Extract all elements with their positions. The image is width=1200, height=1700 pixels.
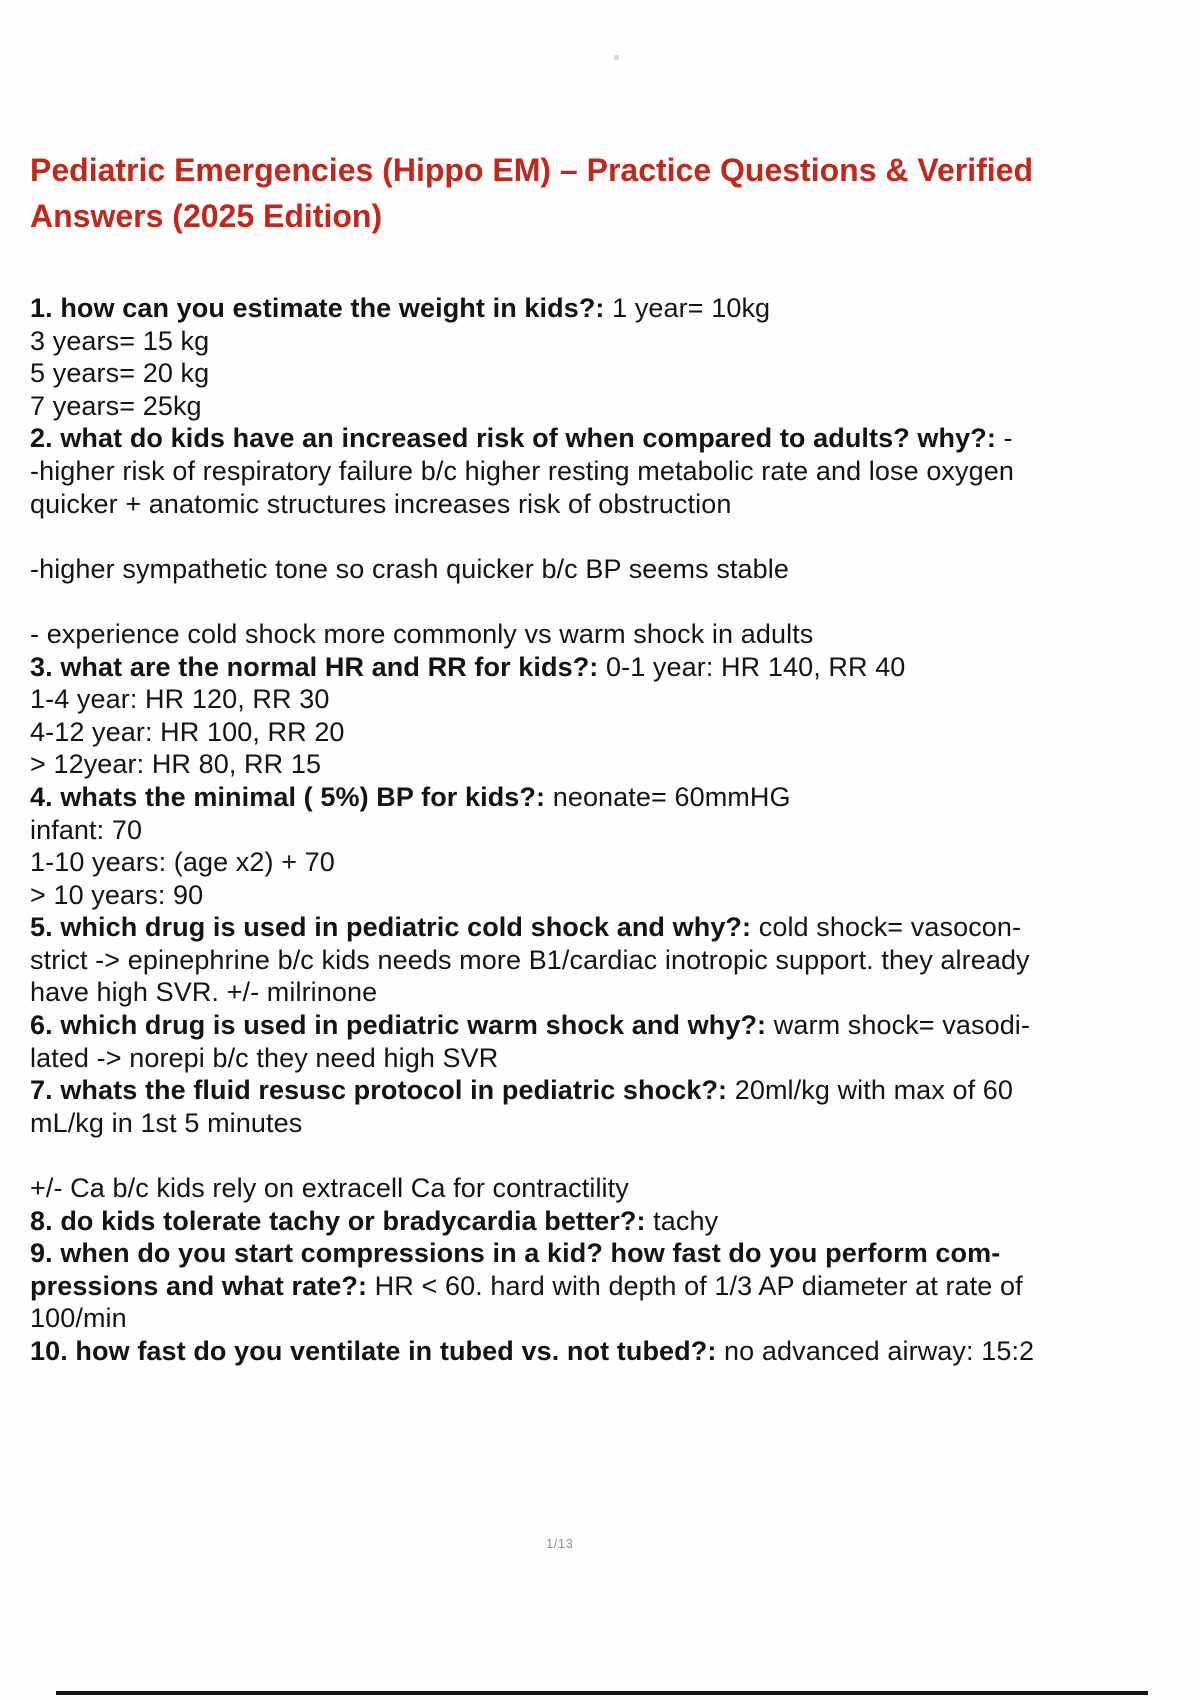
answer-text: 100/min bbox=[30, 1303, 127, 1334]
question-stem: 8. do kids tolerate tachy or bradycardia better?: bbox=[30, 1205, 646, 1236]
doc-line bbox=[30, 716, 1200, 749]
document-title-line-1: Pediatric Emergencies (Hippo EM) – Practice Questions & Verified bbox=[30, 152, 1033, 188]
answer-text: HR < 60. hard with depth of 1/3 AP diameter at rate of bbox=[367, 1270, 1023, 1301]
document-title-line-2: Answers (2025 Edition) bbox=[30, 198, 383, 234]
doc-line bbox=[30, 1042, 1200, 1075]
answer-text: > 10 years: 90 bbox=[30, 879, 204, 910]
question-stem: 2. what do kids have an increased risk of when compared to adults? why?: bbox=[30, 423, 996, 454]
doc-line bbox=[30, 325, 1200, 358]
answer-text: 3 years= 15 kg bbox=[30, 325, 210, 356]
answer-text: 7 years= 25kg bbox=[30, 390, 202, 421]
doc-blank-line bbox=[30, 1139, 1200, 1172]
answer-text: 1-4 year: HR 120, RR 30 bbox=[30, 684, 330, 715]
question-stem: 7. whats the fluid resusc protocol in pediatric shock?: bbox=[30, 1075, 728, 1106]
doc-line bbox=[30, 944, 1200, 977]
answer-text: 4-12 year: HR 100, RR 20 bbox=[30, 716, 345, 747]
answer-text: - bbox=[995, 423, 1013, 454]
doc-line bbox=[30, 357, 1200, 390]
doc-line bbox=[30, 976, 1200, 1009]
doc-line bbox=[30, 618, 1200, 651]
question-stem: 6. which drug is used in pediatric warm shock and why?: bbox=[30, 1010, 767, 1041]
doc-line bbox=[30, 814, 1200, 847]
answer-text: 20ml/kg with max of 60 bbox=[727, 1075, 1014, 1106]
answer-text: warm shock= vasodi- bbox=[766, 1010, 1030, 1041]
answer-text: lated -> norepi b/c they need high SVR bbox=[30, 1042, 499, 1073]
doc-line bbox=[30, 846, 1200, 879]
doc-line bbox=[30, 1302, 1200, 1335]
doc-line bbox=[30, 1172, 1200, 1205]
answer-text: no advanced airway: 15:2 bbox=[716, 1336, 1035, 1366]
page-number: 1/13 bbox=[546, 1536, 574, 1551]
answer-text: quicker + anatomic structures increases risk of obstruction bbox=[30, 488, 732, 519]
answer-text: neonate= 60mmHG bbox=[545, 781, 791, 812]
question-stem: 3. what are the normal HR and RR for kids?: bbox=[30, 651, 599, 682]
question-stem: 9. when do you start compressions in a kid? how fast do you perform com- bbox=[30, 1238, 1001, 1269]
answer-text: cold shock= vasocon- bbox=[751, 912, 1022, 943]
doc-line bbox=[30, 1237, 1200, 1270]
document-title bbox=[30, 147, 1033, 239]
doc-blank-line bbox=[30, 520, 1200, 553]
doc-line bbox=[30, 390, 1200, 423]
doc-line bbox=[30, 553, 1200, 586]
answer-text: +/- Ca b/c kids rely on extracell Ca for contractility bbox=[30, 1173, 629, 1204]
doc-line bbox=[30, 1205, 1200, 1238]
doc-line bbox=[30, 1335, 1200, 1368]
question-stem: 10. how fast do you ventilate in tubed vs. not tubed?: bbox=[30, 1336, 717, 1366]
answer-text: infant: 70 bbox=[30, 814, 143, 845]
answer-text: -higher sympathetic tone so crash quicker b/c BP seems stable bbox=[30, 553, 789, 584]
question-stem: 1. how can you estimate the weight in kids?: bbox=[30, 293, 605, 323]
doc-line bbox=[30, 422, 1200, 455]
doc-line bbox=[30, 1074, 1200, 1107]
answer-text: 1 year= 10kg bbox=[604, 293, 771, 323]
answer-text: 1-10 years: (age x2) + 70 bbox=[30, 847, 335, 878]
doc-blank-line bbox=[30, 585, 1200, 618]
answer-text: tachy bbox=[645, 1205, 719, 1236]
document-body bbox=[30, 292, 1200, 1368]
doc-line bbox=[30, 455, 1200, 488]
doc-line bbox=[30, 911, 1200, 944]
doc-line bbox=[30, 683, 1200, 716]
doc-line bbox=[30, 488, 1200, 521]
doc-line bbox=[30, 292, 1200, 325]
answer-text: strict -> epinephrine b/c kids needs more B1/cardiac inotropic support. they already bbox=[30, 944, 1030, 975]
answer-text: - experience cold shock more commonly vs warm shock in adults bbox=[30, 618, 814, 649]
doc-line bbox=[30, 748, 1200, 781]
doc-line bbox=[30, 1107, 1200, 1140]
question-stem: 5. which drug is used in pediatric cold shock and why?: bbox=[30, 912, 752, 943]
doc-line bbox=[30, 1270, 1200, 1303]
question-stem: 4. whats the minimal ( 5%) BP for kids?: bbox=[30, 781, 546, 812]
scan-artifact-dot bbox=[614, 55, 619, 60]
answer-text: 5 years= 20 kg bbox=[30, 358, 210, 389]
footer-divider bbox=[56, 1691, 1148, 1695]
doc-line bbox=[30, 879, 1200, 912]
doc-line bbox=[30, 651, 1200, 684]
answer-text: mL/kg in 1st 5 minutes bbox=[30, 1107, 303, 1138]
answer-text: 0-1 year: HR 140, RR 40 bbox=[598, 651, 906, 682]
answer-text: have high SVR. +/- milrinone bbox=[30, 977, 378, 1008]
answer-text: > 12year: HR 80, RR 15 bbox=[30, 749, 322, 780]
answer-text: -higher risk of respiratory failure b/c higher resting metabolic rate and lose oxygen bbox=[30, 455, 1014, 486]
doc-line bbox=[30, 781, 1200, 814]
question-stem: pressions and what rate?: bbox=[30, 1270, 368, 1301]
doc-line bbox=[30, 1009, 1200, 1042]
